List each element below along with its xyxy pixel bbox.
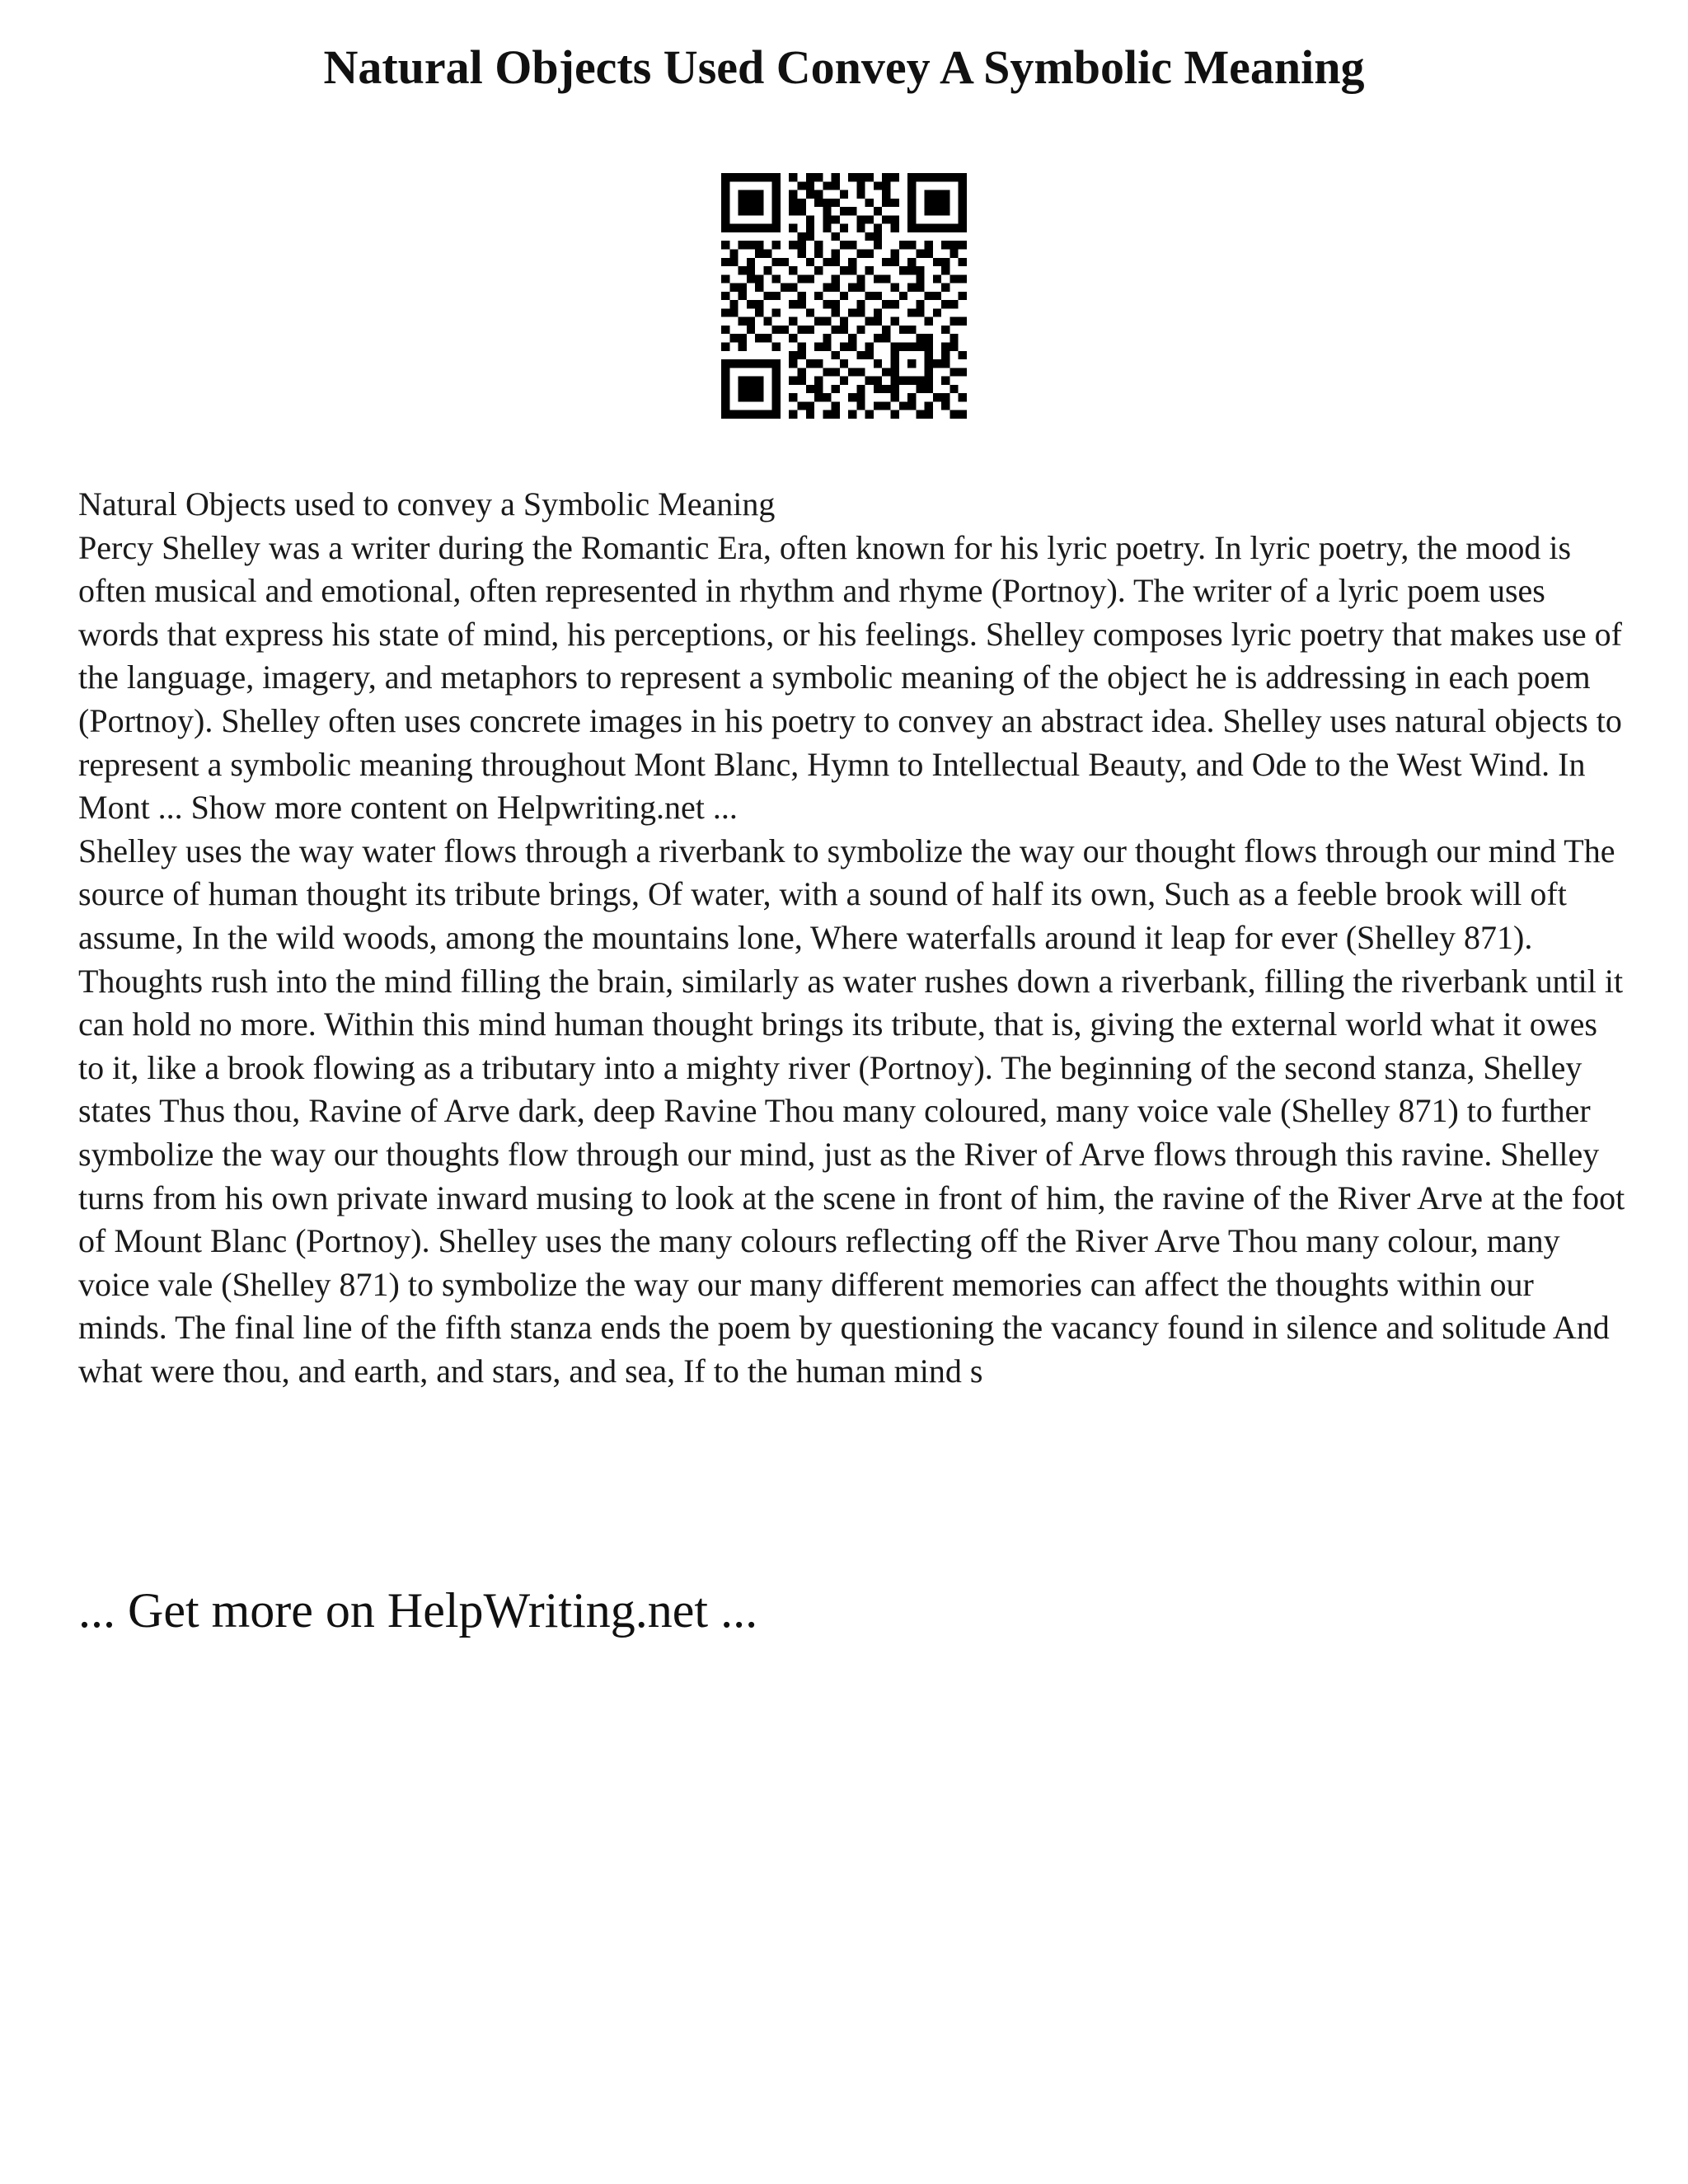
qr-code-icon	[721, 173, 967, 419]
article-paragraph-2: Shelley uses the way water flows through a riverbank to symbolize the way our thought flows through our mind The source of human thought its tribute brings, Of water, with a sound of half its own, Such as a feeble brook will oft assume, In the wild woods, among the mountains lone, Where waterfalls around it leap for ever (Shelley 871). Thoughts rush into the mind filling the brain, similarly as water rushes down a riverbank, filling the riverbank until it can hold no more. Within this mind human thought brings its tribute, that is, giving the external world what it owes to it, like a brook flowing as a tributary into a mighty river (Portnoy). The beginning of the second stanza, Shelley states Thus thou, Ravine of Arve dark, deep Ravine Thou many coloured, many voice vale (Shelley 871) to further symbolize the way our thoughts flow through our mind, just as the River of Arve flows through this ravine. Shelley turns from his own private inward musing to look at the scene in front of him, the ravine of the River Arve at the foot of Mount Blanc (Portnoy). Shelley uses the many colours reflecting off the River Arve Thou many colour, many voice vale (Shelley 871) to symbolize the way our many different memories can affect the thoughts within our minds. The final line of the fifth stanza ends the poem by questioning the vacancy found in silence and solitude And what were thou, and earth, and stars, and sea, If to the human mind s	[78, 832, 1625, 1390]
article-subtitle: Natural Objects used to convey a Symbolic Meaning	[78, 485, 776, 523]
get-more-link[interactable]: ... Get more on HelpWriting.net ...	[78, 1583, 758, 1638]
document-title: Natural Objects Used Convey A Symbolic Meaning	[323, 40, 1365, 94]
article-paragraph-1: Percy Shelley was a writer during the Romantic Era, often known for his lyric poetry. In lyric poetry, the mood is often musical and emotional, often represented in rhythm and rhyme (Portnoy). The writer of a lyric poem uses words that express his state of mind, his perceptions, or his feelings. Shelley composes lyric poetry that makes use of the language, imagery, and metaphors to represent a symbolic meaning of the object he is addressing in each poem (Portnoy). Shelley often uses concrete images in his poetry to convey an abstract idea. Shelley uses natural objects to represent a symbolic meaning throughout Mont Blanc, Hymn to Intellectual Beauty, and Ode to the West Wind. In Mont ... Show more content on Helpwriting.net ...	[78, 528, 1622, 827]
article-body	[78, 483, 1628, 1393]
